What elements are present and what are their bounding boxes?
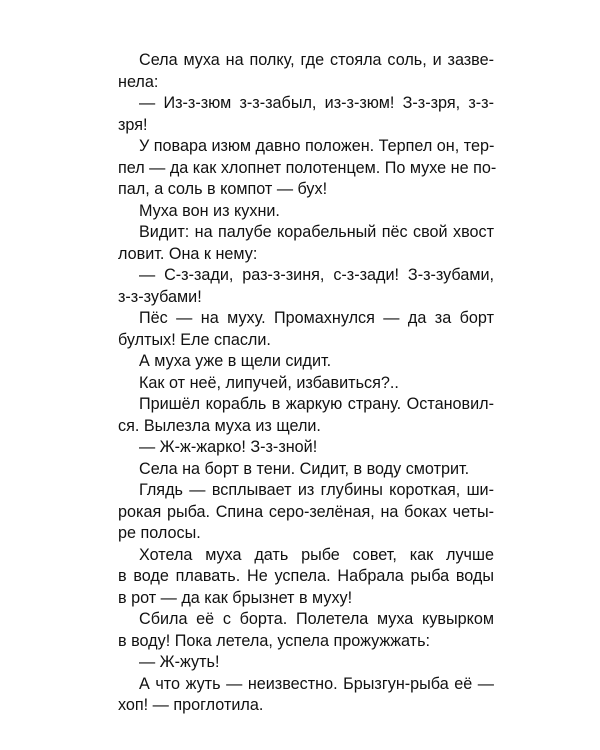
text-line: А что жуть — неизвестно. Брызгун-рыба её —: [139, 674, 494, 693]
text-line: Пёс — на муху. Промахнулся — да за борт: [139, 309, 494, 327]
text-line: пел — да как хлопнет полотенцем. По мухе не по-: [118, 158, 497, 177]
story-text: [118, 50, 497, 717]
text-line: — Из-з-зюм з-з-забыл, из-з-зюм! З-з-зря, з-з-: [139, 94, 494, 112]
text-line: Хотела муха дать рыбе совет, как лучше: [139, 545, 494, 564]
text-line: Пришёл корабль в жаркую страну. Остановил-: [139, 395, 494, 413]
text-line: хоп! — проглотила.: [118, 696, 264, 714]
text-line: А муха уже в щели сидит.: [139, 352, 332, 370]
text-line: Видит: на палубе корабельный пёс свой хвост: [139, 223, 494, 241]
text-line: Села на борт в тени. Сидит, в воду смотрит.: [139, 459, 470, 478]
text-line: в рот — да как брызнет в муху!: [118, 588, 353, 607]
text-line: рокая рыба. Спина серо-зелёная, на боках четы-: [118, 502, 494, 521]
text-line: Сбила её с борта. Полетела муха кувырком: [139, 610, 494, 628]
text-line: в воде плавать. Не успела. Набрала рыба воды: [118, 567, 494, 585]
text-line: ре полосы.: [118, 524, 201, 542]
text-line: в воду! Пока летела, успела прожужжать:: [118, 631, 431, 650]
text-line: Села муха на полку, где стояла соль, и зазве-: [139, 51, 494, 69]
text-line: ловит. Она к нему:: [118, 244, 258, 263]
text-line: — Ж-ж-жарко! З-з-зной!: [139, 438, 318, 456]
text-line: Глядь — всплывает из глубины короткая, ши-: [139, 481, 494, 499]
text-line: Как от неё, липучей, избавиться?..: [139, 373, 399, 392]
text-line: бултых! Еле спасли.: [118, 330, 271, 349]
text-line: У повара изюм давно положен. Терпел он, тер-: [139, 137, 495, 155]
text-line: ся. Вылезла муха из щели.: [118, 416, 321, 435]
text-line: — Ж-жуть!: [139, 653, 220, 671]
text-line: пал, а соль в компот — бух!: [118, 180, 328, 198]
text-line: нела:: [118, 72, 159, 91]
text-line: зря!: [118, 115, 148, 134]
text-line: з-з-зубами!: [118, 287, 202, 306]
text-line: — С-з-зади, раз-з-зиня, с-з-зади! З-з-зубами,: [139, 266, 494, 284]
text-line: Муха вон из кухни.: [139, 201, 280, 220]
